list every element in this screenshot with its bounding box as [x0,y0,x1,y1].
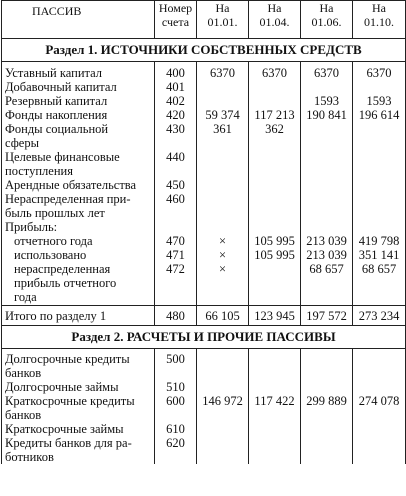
row-value [301,380,353,394]
header-date-line: 01.01. [207,15,238,29]
row-code [155,220,197,234]
header-date [249,1,301,39]
row-value [249,192,301,220]
row-value [301,122,353,150]
row-value [197,220,249,234]
row-value [197,192,249,220]
row-value [353,178,406,192]
row-value: 105 995 [249,248,301,262]
header-date-line: 01.06. [311,15,342,29]
row-name [2,178,155,192]
header-date [197,1,249,39]
header-name: ПАССИВ [2,1,155,39]
total-name: Итого по разделу 1 [2,306,155,326]
row-value: × [197,234,249,248]
row-name-line: Целевые финансовые [5,150,120,164]
table-row [2,262,406,306]
row-value [353,80,406,94]
row-value [197,380,249,394]
table-row [2,220,406,234]
row-value [249,422,301,436]
row-code: 460 [155,192,197,220]
row-value: 299 889 [301,394,353,422]
row-value [301,349,353,381]
row-value: × [197,248,249,262]
table-row [2,122,406,150]
total-value: 66 105 [197,306,249,326]
row-value [353,349,406,381]
row-name-line: отчетного года [14,234,93,248]
row-value: 1593 [353,94,406,108]
liabilities-table [1,0,406,464]
row-name-line: Добавочный капитал [5,80,117,94]
section-title: Раздел 2. РАСЧЕТЫ И ПРОЧИЕ ПАССИВЫ [2,326,406,349]
row-name [2,192,155,220]
row-value: 59 374 [197,108,249,122]
table-row [2,422,406,436]
row-value: 6370 [197,62,249,81]
row-name-line: Кредиты банков для ра- [5,436,132,450]
row-value: 362 [249,122,301,150]
row-name-line: банков [5,366,42,380]
header-date-line: 01.10. [364,15,394,29]
row-name [2,108,155,122]
row-value: 190 841 [301,108,353,122]
row-value: 146 972 [197,394,249,422]
row-code: 500 [155,349,197,381]
row-code: 420 [155,108,197,122]
row-name-line: Долгосрочные займы [5,380,119,394]
row-value: 274 078 [353,394,406,422]
row-value: × [197,262,249,306]
row-value [197,436,249,464]
header-date-line: 01.04. [259,15,290,29]
row-code: 620 [155,436,197,464]
table-row [2,192,406,220]
row-code: 510 [155,380,197,394]
row-name-line: года [14,290,37,304]
row-name-line: Фонды накопления [5,108,108,122]
row-name-line: Фонды социальной [5,122,109,136]
header-code [155,1,197,39]
row-name-line: использовано [14,248,87,262]
row-code: 470 [155,234,197,248]
table-row [2,108,406,122]
row-code: 440 [155,150,197,178]
table-row [2,150,406,178]
row-value: 117 422 [249,394,301,422]
row-value [353,380,406,394]
total-row [2,306,406,326]
table-row [2,349,406,381]
row-value: 117 213 [249,108,301,122]
row-name [2,380,155,394]
row-name-line: поступления [5,164,73,178]
row-value [301,422,353,436]
row-value: 105 995 [249,234,301,248]
row-name-line: Долгосрочные кредиты [5,352,130,366]
header-date-line: На [372,1,386,15]
row-code: 610 [155,422,197,436]
row-value [197,178,249,192]
table-row [2,234,406,248]
row-name-line: прибыль отчетного [14,276,117,290]
row-value [197,422,249,436]
row-code: 402 [155,94,197,108]
row-code: 471 [155,248,197,262]
row-name-line: банков [5,408,42,422]
row-code: 600 [155,394,197,422]
total-code: 480 [155,306,197,326]
row-value: 213 039 [301,234,353,248]
row-name-line: Арендные обязательства [5,178,137,192]
row-value: 351 141 [353,248,406,262]
row-name [2,248,155,262]
row-value: 68 657 [353,262,406,306]
section-header-row [2,326,406,349]
table-row [2,380,406,394]
row-name [2,220,155,234]
row-value: 196 614 [353,108,406,122]
row-code: 430 [155,122,197,150]
row-name-line: Резервный капитал [5,94,108,108]
header-date [353,1,406,39]
row-value [249,380,301,394]
table-row [2,394,406,422]
header-code-line: счета [161,15,190,29]
header-date-line: На [319,1,334,15]
row-name [2,262,155,306]
row-name-line: Нераспределенная при- [5,192,131,206]
row-value [249,436,301,464]
header-row [2,1,406,39]
row-name [2,80,155,94]
row-code: 472 [155,262,197,306]
total-value: 197 572 [301,306,353,326]
row-value [249,178,301,192]
row-value [197,94,249,108]
row-value [249,262,301,306]
row-name [2,394,155,422]
row-value [249,80,301,94]
table-row [2,178,406,192]
header-date-line: На [267,1,282,15]
row-name-line: Уставный капитал [5,66,103,80]
row-value [353,436,406,464]
table-row [2,80,406,94]
row-value [301,436,353,464]
row-value: 6370 [249,62,301,81]
row-name-line: ботников [5,450,54,464]
row-value [301,178,353,192]
row-name-line: сферы [5,136,39,150]
row-value [301,192,353,220]
row-value: 6370 [301,62,353,81]
table-row [2,248,406,262]
row-value: 1593 [301,94,353,108]
row-value: 213 039 [301,248,353,262]
row-value [197,80,249,94]
header-code-line: Номер [158,1,193,15]
row-value [249,94,301,108]
row-value [301,80,353,94]
row-name [2,422,155,436]
row-value [197,349,249,381]
row-name [2,349,155,381]
row-value: 419 798 [353,234,406,248]
row-name [2,94,155,108]
row-value: 68 657 [301,262,353,306]
row-value [353,192,406,220]
row-value: 361 [197,122,249,150]
header-date [301,1,353,39]
row-value [249,150,301,178]
row-value [249,220,301,234]
row-value [249,349,301,381]
row-name [2,122,155,150]
row-value: 6370 [353,62,406,81]
row-name [2,234,155,248]
row-name [2,436,155,464]
table-row [2,62,406,81]
row-code: 400 [155,62,197,81]
table-row [2,436,406,464]
section-header-row [2,39,406,62]
row-code: 401 [155,80,197,94]
row-name [2,62,155,81]
total-value: 123 945 [249,306,301,326]
row-value [353,150,406,178]
row-value [301,150,353,178]
row-name-line: Краткосрочные кредиты [5,394,135,408]
row-name-line: быль прошлых лет [5,206,105,220]
total-value: 273 234 [353,306,406,326]
row-value [353,122,406,150]
row-value [301,220,353,234]
row-value [197,150,249,178]
row-name-line: Краткосрочные займы [5,422,124,436]
header-date-line: На [215,1,230,15]
row-name-line: нераспределенная [14,262,111,276]
row-code: 450 [155,178,197,192]
row-value [353,220,406,234]
row-name [2,150,155,178]
row-value [353,422,406,436]
section-title: Раздел 1. ИСТОЧНИКИ СОБСТВЕННЫХ СРЕДСТВ [2,39,406,62]
table-row [2,94,406,108]
row-name-line: Прибыль: [5,220,58,234]
